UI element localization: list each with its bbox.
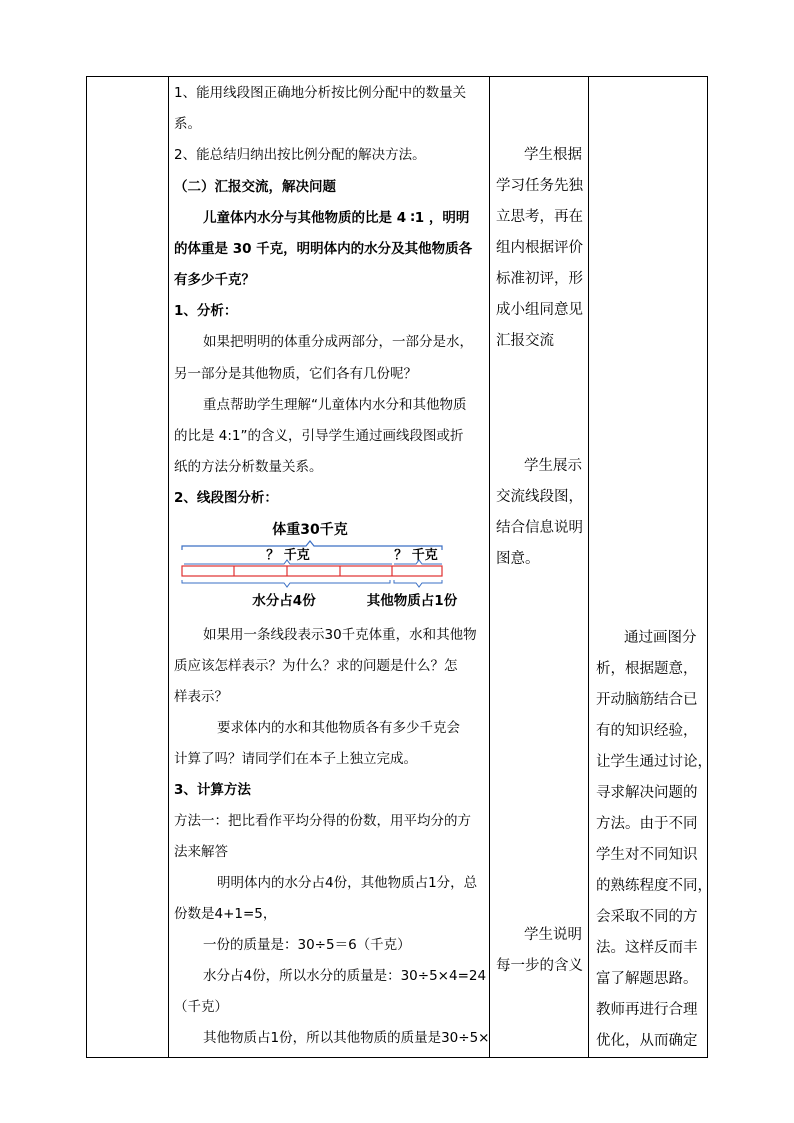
diagram-other-label: 其他物质占1份 [366, 593, 458, 609]
problem-text: 的体重是 30 千克，明明体内的水分及其他物质各 [174, 241, 473, 257]
method-line: 法来解答 [174, 844, 228, 860]
line-segment-diagram [176, 516, 476, 612]
paragraph-line: 样表示？ [174, 689, 228, 705]
intent-line: 富了解题思路。 [596, 971, 698, 987]
intent-line: 有的知识经验， [596, 723, 698, 739]
paragraph-line: 如果用一条线段表示30千克体重，水和其他物 [203, 627, 477, 643]
diagram-total-label: 体重30千克 [272, 522, 348, 538]
paragraph-line: 纸的方法分析数量关系。 [174, 459, 323, 475]
table-border-bottom [86, 1057, 708, 1058]
segment-bar [182, 566, 442, 576]
objective-line: 1、能用线段图正确地分析按比例分配中的数量关 [174, 85, 467, 101]
table-divider-2 [489, 76, 490, 1058]
section-heading: （二）汇报交流，解决问题 [174, 179, 336, 195]
student-activity-line: 学习任务先独 [496, 178, 583, 194]
student-activity-line: 结合信息说明 [496, 520, 583, 536]
objective-line: 系。 [174, 116, 201, 132]
paragraph-line: 要求体内的水和其他物质各有多少千克会 [217, 720, 460, 736]
problem-text: 有多少千克？ [174, 272, 255, 288]
step-heading: 2、线段图分析： [174, 490, 278, 506]
table-divider-3 [588, 76, 589, 1058]
student-activity-line: 每一步的含义 [496, 958, 583, 974]
objective-line: 2、能总结归纳出按比例分配的解决方法。 [174, 147, 426, 163]
student-activity-line: 交流线段图， [496, 489, 583, 505]
intent-line: 让学生通过讨论， [596, 754, 712, 770]
table-border-right [707, 76, 708, 1058]
intent-line: 法。这样反而丰 [596, 940, 698, 956]
calc-line: 一份的质量是：30÷5＝6（千克） [203, 937, 411, 953]
student-activity-line: 成小组同意见 [496, 302, 583, 318]
intent-line: 的熟练程度不同， [596, 878, 712, 894]
method-line: 方法一：把比看作平均分得的份数，用平均分的方 [174, 813, 471, 829]
intent-line: 优化，从而确定 [596, 1033, 698, 1049]
method-line: 明明体内的水分占4份，其他物质占1分，总 [217, 875, 478, 891]
student-activity-line: 学生根据 [524, 147, 582, 163]
water-upper-brace [184, 560, 392, 564]
diagram-question-water: ？ 千克 [266, 548, 310, 563]
table-border-left [86, 76, 87, 1058]
other-lower-brace [394, 580, 442, 587]
diagram-water-label: 水分占4份 [252, 593, 316, 609]
calc-line: （千克） [174, 999, 228, 1015]
step-heading: 3、计算方法 [174, 782, 251, 798]
intent-line: 析，根据题意， [596, 661, 698, 677]
intent-line: 通过画图分 [624, 630, 697, 646]
intent-line: 学生对不同知识 [596, 847, 698, 863]
paragraph-line: 如果把明明的体重分成两部分，一部分是水， [203, 334, 473, 350]
paragraph-line: 重点帮助学生理解“儿童体内水分和其他物质 [203, 397, 467, 413]
student-activity-line: 图意。 [496, 551, 540, 567]
intent-line: 会采取不同的方 [596, 909, 698, 925]
method-line: 份数是4+1=5， [174, 906, 277, 922]
paragraph-line: 计算了吗？请同学们在本子上独立完成。 [174, 751, 417, 767]
problem-text: 儿童体内水分与其他物质的比是 4 ∶1 ，明明 [203, 210, 470, 226]
student-activity-line: 组内根据评价 [496, 240, 583, 256]
water-lower-brace [182, 580, 390, 587]
intent-line: 方法。由于不同 [596, 816, 698, 832]
intent-line: 教师再进行合理 [596, 1002, 698, 1018]
calc-line: 其他物质占1份，所以其他物质的质量是30÷5× [203, 1030, 490, 1046]
student-activity-line: 立思考，再在 [496, 209, 583, 225]
student-activity-line: 学生说明 [524, 927, 582, 943]
intent-line: 开动脑筋结合已 [596, 692, 698, 708]
intent-line: 寻求解决问题的 [596, 785, 698, 801]
step-heading: 1、分析： [174, 303, 238, 319]
paragraph-line: 质应该怎样表示？为什么？求的问题是什么？怎 [174, 658, 458, 674]
diagram-question-other: ？ 千克 [394, 548, 438, 563]
paragraph-line: 另一部分是其他物质，它们各有几份呢？ [174, 366, 417, 382]
table-border-top [86, 76, 708, 77]
table-divider-1 [168, 76, 169, 1058]
student-activity-line: 汇报交流 [496, 333, 554, 349]
student-activity-line: 学生展示 [524, 458, 582, 474]
student-activity-line: 标准初评，形 [496, 271, 583, 287]
calc-line: 水分占4份，所以水分的质量是：30÷5×4=24 [203, 968, 487, 984]
paragraph-line: 的比是 4:1”的含义，引导学生通过画线段图或折 [174, 428, 464, 444]
